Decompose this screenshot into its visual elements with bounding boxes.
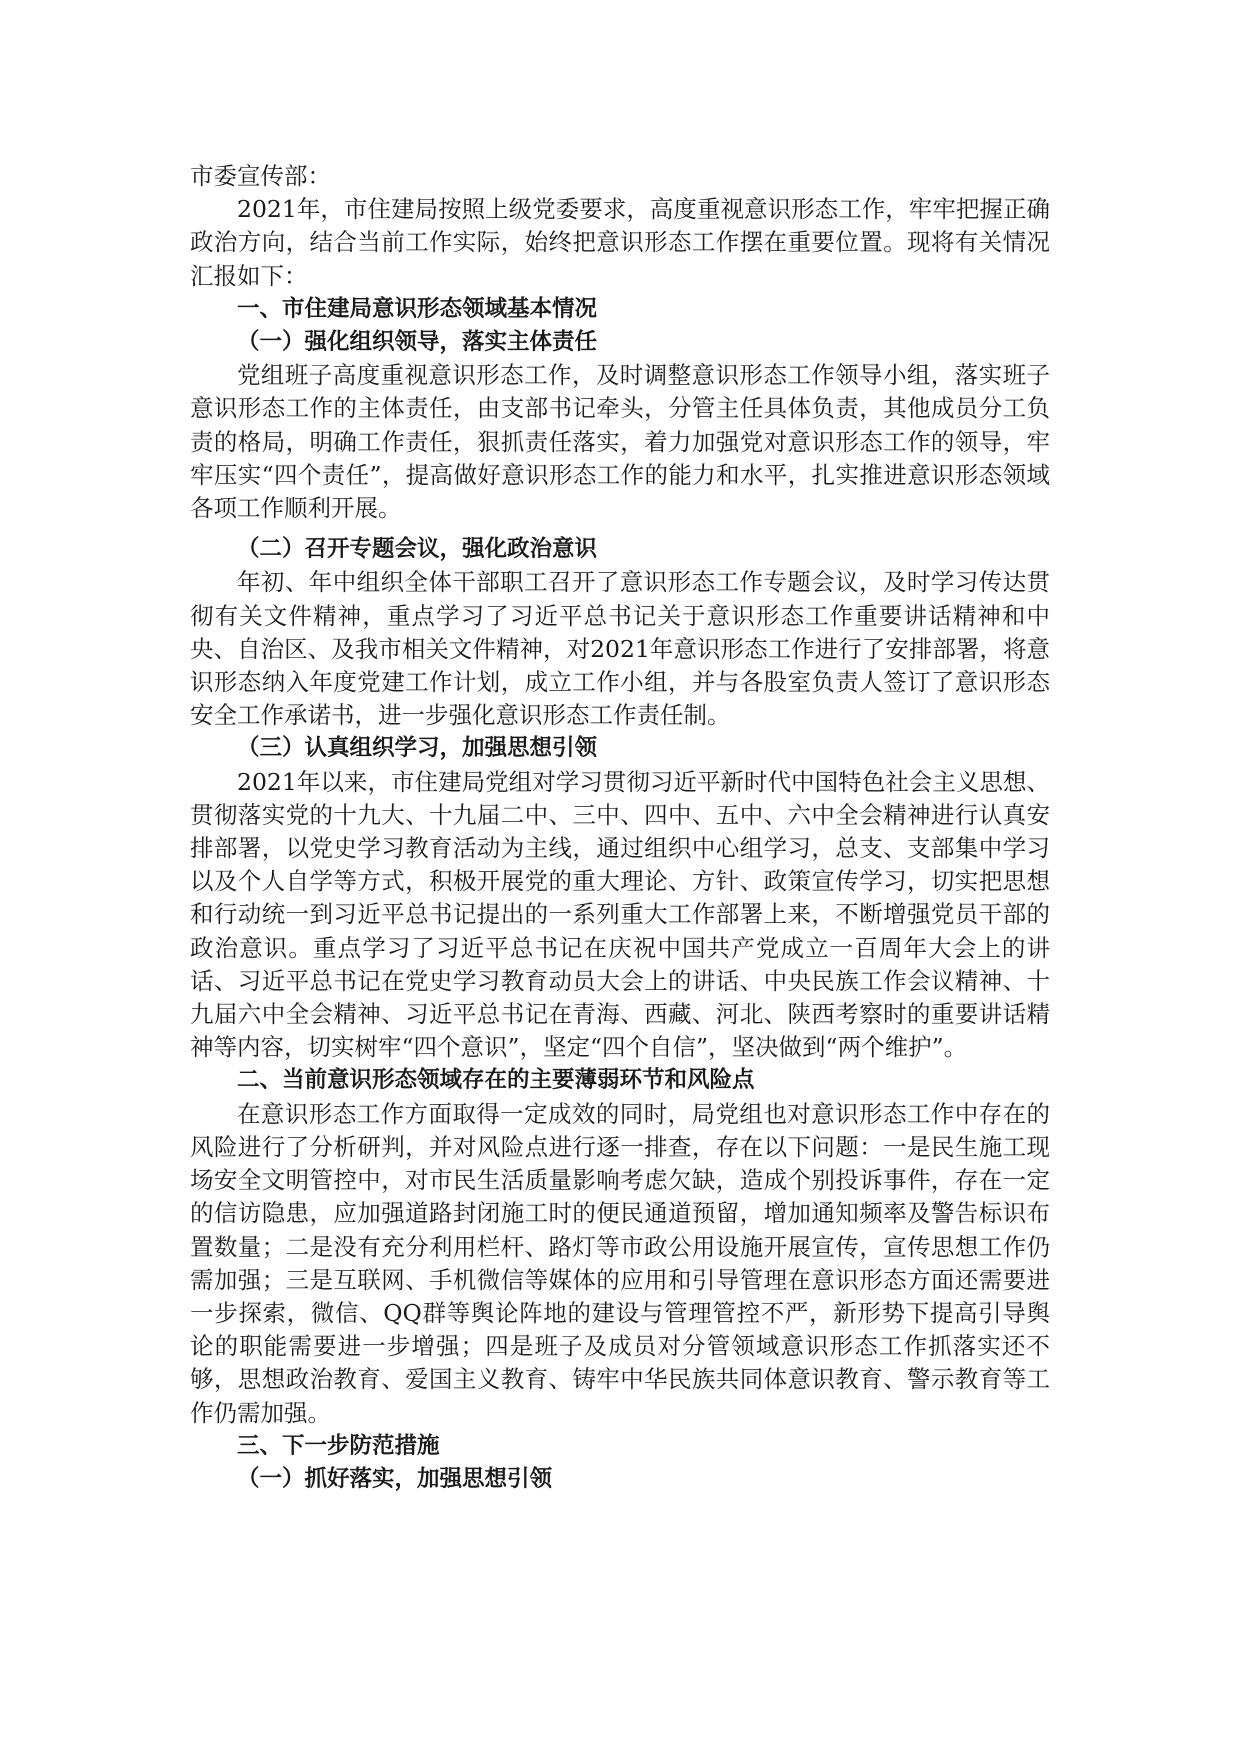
document-body [190, 160, 1050, 1496]
subsection-heading-3-1: （一）抓好落实，加强思想引领 [237, 1465, 553, 1492]
section-heading-3: 三、下一步防范措施 [237, 1432, 440, 1459]
salutation: 市委宣传部： [190, 162, 331, 190]
section-body-2: 在意识形态工作方面取得一定成效的同时，局党组也对意识形态工作中存在的风险进行了分析研判，并对风险点进行逐一排查，存在以下问题：一是民生施工现场安全文明管控中，对市民生活质量影响考虑欠缺，造成个别投诉事件，存在一定的信访隐患，应加强道路封闭施工时的便民通道预留，增加通知频率及警告标识布置数量；二是没有充分利用栏杆、路灯等市政公用设施开展宣传，宣传思想工作仍需加强；三是互联网、手机微信等媒体的应用和引导管理在意识形态方面还需要进一步探索，微信、QQ群等舆论阵地的建设与管理管控不严，新形势下提高引导舆论的职能需要进一步增强；四是班子及成员对分管领域意识形态工作抓落实还不够，思想政治教育、爱国主义教育、铸牢中华民族共同体意识教育、警示教育等工作仍需加强。 [190, 1099, 1050, 1427]
subsection-body-1-1: 党组班子高度重视意识形态工作，及时调整意识形态工作领导小组，落实班子意识形态工作的主体责任，由支部书记牵头，分管主任具体负责，其他成员分工负责的格局，明确工作责任，狠抓责任落实，着力加强党对意识形态工作的领导，牢牢压实“四个责任”，提高做好意识形态工作的能力和水平，扎实推进意识形态领域各项工作顺利开展。 [190, 361, 1050, 523]
subsection-body-1-3: 2021年以来，市住建局党组对学习贯彻习近平新时代中国特色社会主义思想、贯彻落实党的十九大、十九届二中、三中、四中、五中、六中全会精神进行认真安排部署，以党史学习教育活动为主线，通过组织中心组学习，总支、支部集中学习以及个人自学等方式，积极开展党的重大理论、方针、政策宣传学习，切实把思想和行动统一到习近平总书记提出的一系列重大工作部署上来，不断增强党员干部的政治意识。重点学习了习近平总书记在庆祝中国共产党成立一百周年大会上的讲话、习近平总书记在党史学习教育动员大会上的讲话、中央民族工作会议精神、十九届六中全会精神、习近平总书记在青海、西藏、河北、陕西考察时的重要讲话精神等内容，切实树牢“四个意识”，坚定“四个自信”，坚决做到“两个维护”。 [190, 767, 1050, 1062]
subsection-heading-1-1: （一）强化组织领导，落实主体责任 [237, 329, 598, 356]
intro-paragraph: 2021年，市住建局按照上级党委要求，高度重视意识形态工作，牢牢把握正确政治方向，结合当前工作实际，始终把意识形态工作摆在重要位置。现将有关情况汇报如下： [190, 195, 1050, 290]
subsection-heading-1-2: （二）召开专题会议，强化政治意识 [237, 536, 598, 563]
section-heading-1: 一、市住建局意识形态领域基本情况 [237, 295, 598, 322]
section-heading-2: 二、当前意识形态领域存在的主要薄弱环节和风险点 [237, 1067, 755, 1094]
subsection-body-1-2: 年初、年中组织全体干部职工召开了意识形态工作专题会议，及时学习传达贯彻有关文件精神，重点学习了习近平总书记关于意识形态工作重要讲话精神和中央、自治区、及我市相关文件精神，对2021年意识形态工作进行了安排部署，将意识形态纳入年度党建工作计划，成立工作小组，并与各股室负责人签订了意识形态安全工作承诺书，进一步强化意识形态工作责任制。 [190, 568, 1050, 730]
subsection-heading-1-3: （三）认真组织学习，加强思想引领 [237, 735, 598, 762]
